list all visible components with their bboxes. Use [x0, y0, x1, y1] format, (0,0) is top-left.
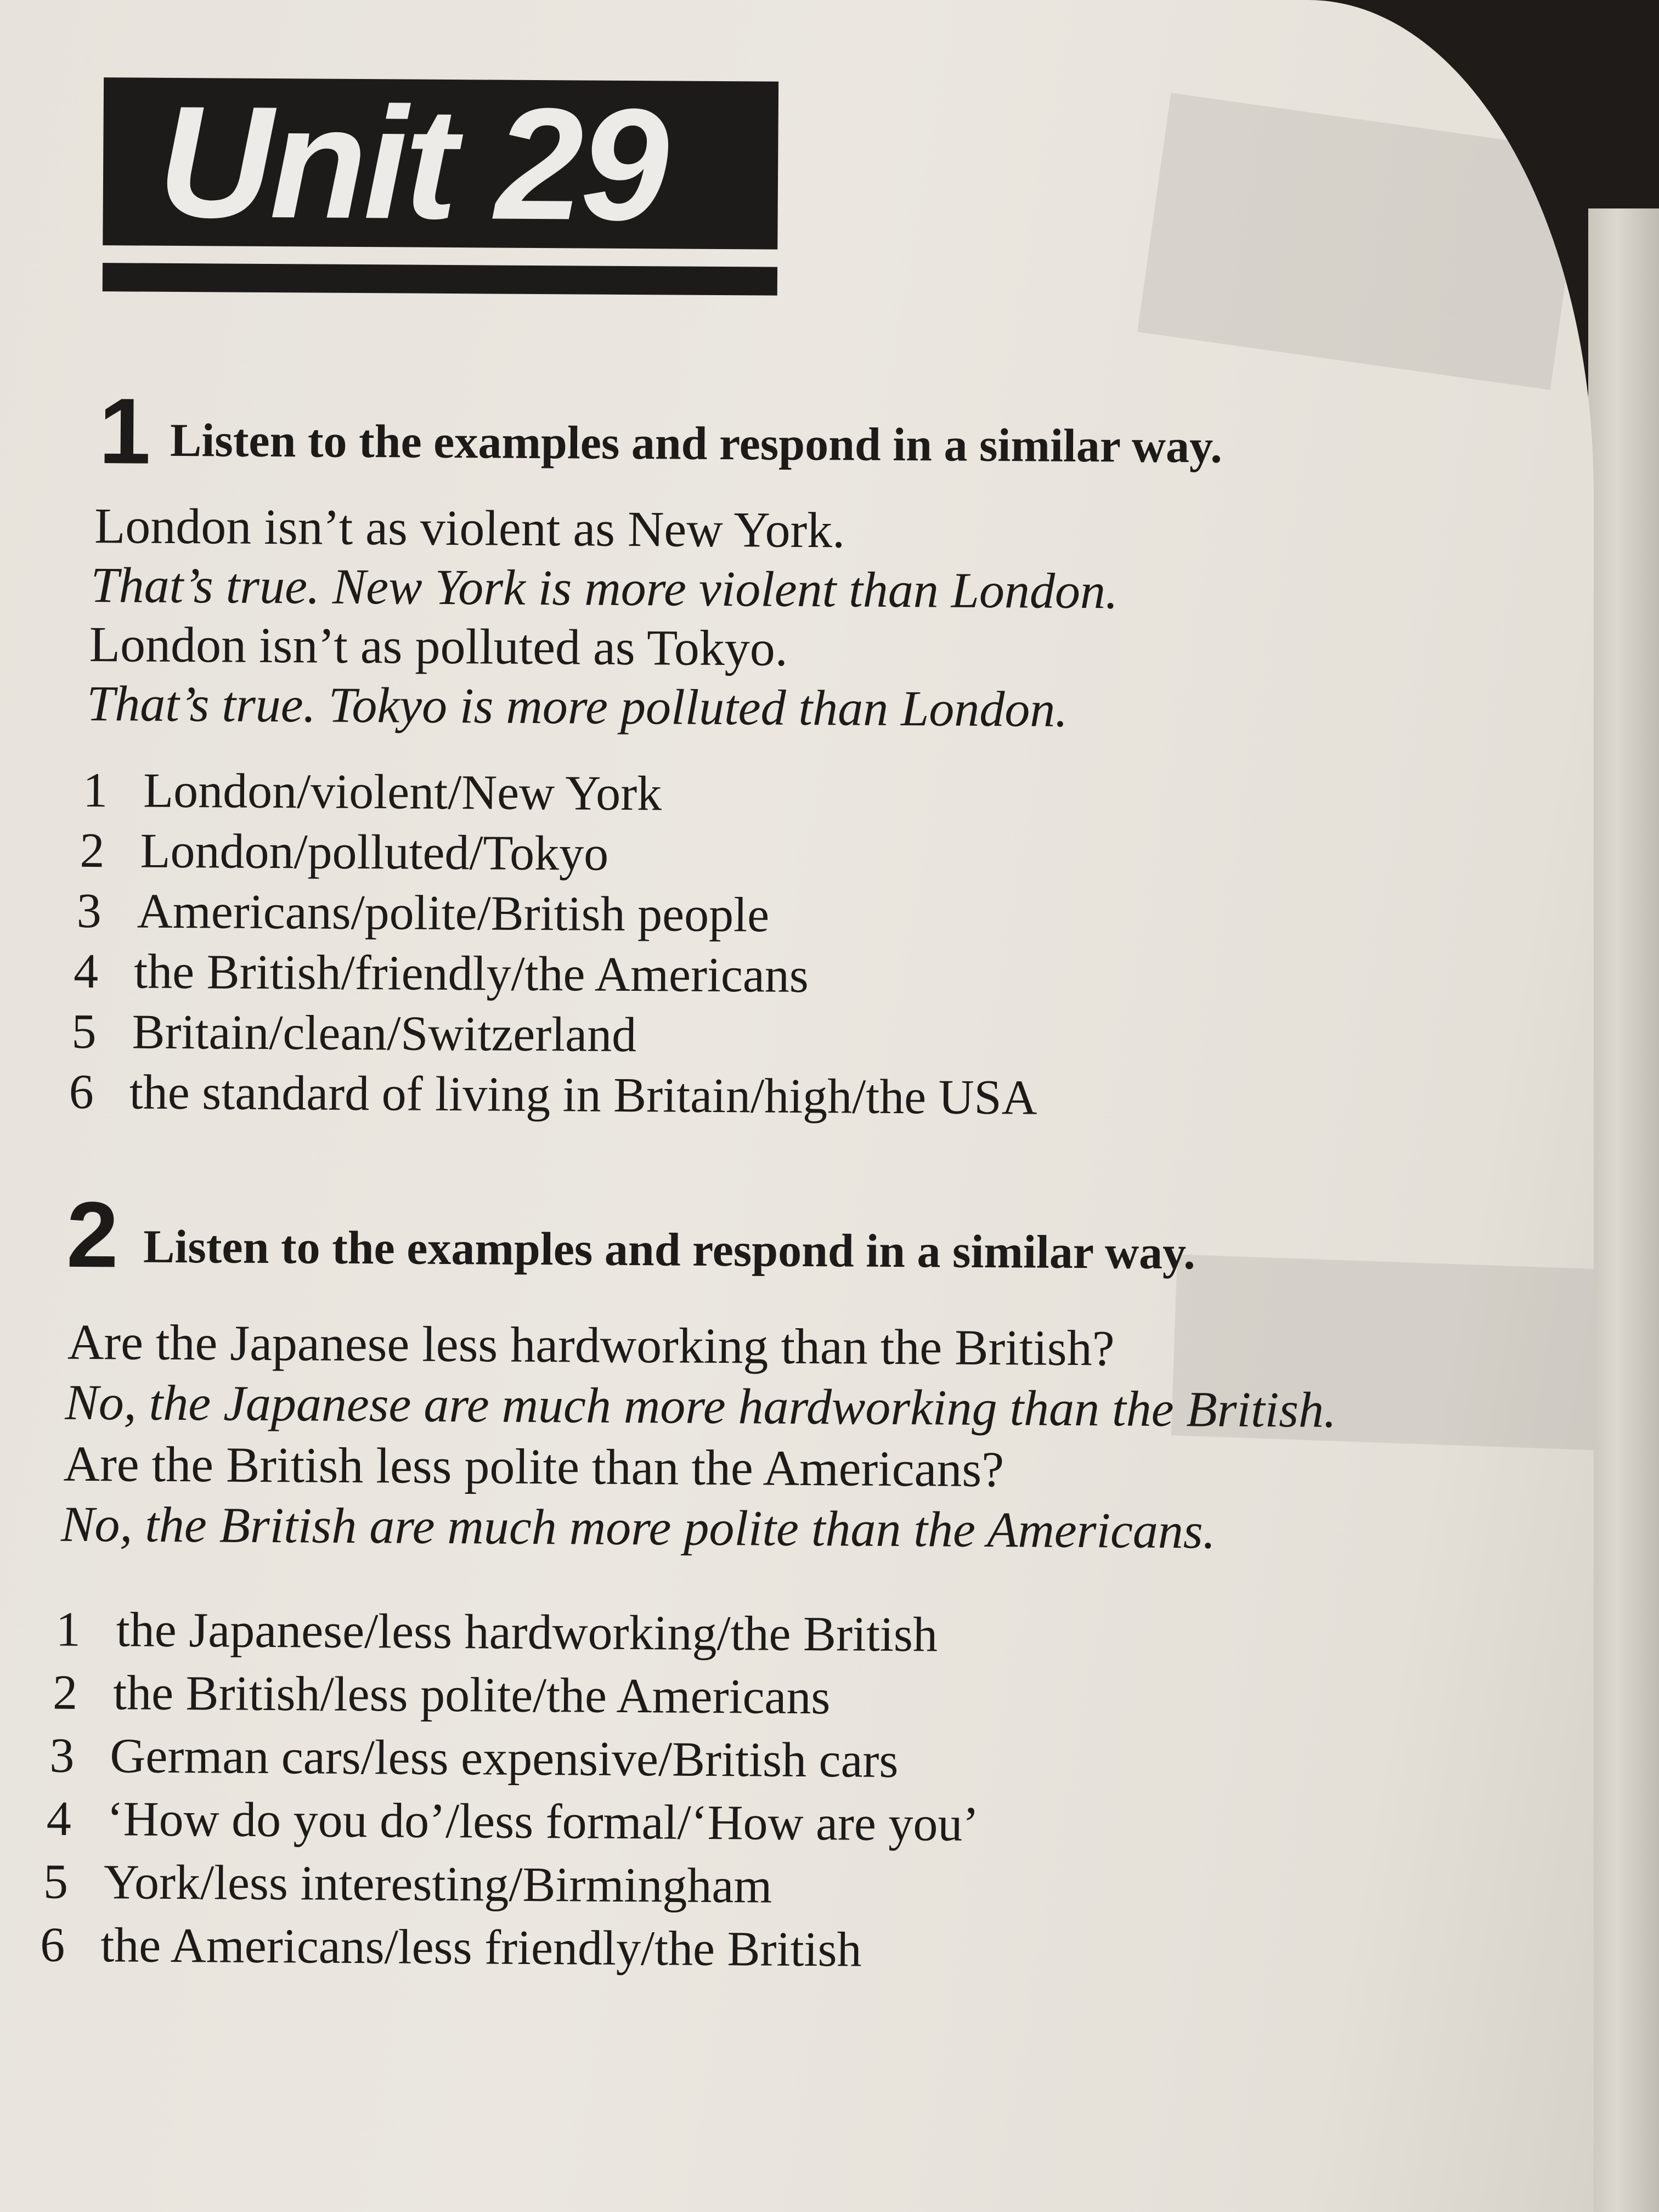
- exercise-2-item: [46, 1789, 979, 1855]
- item-text: the standard of living in Britain/high/the USA: [129, 1065, 1037, 1125]
- item-text: the Japanese/less hardworking/the British: [116, 1602, 938, 1662]
- exercise-2-item: [43, 1852, 772, 1917]
- unit-title: Unit 29: [157, 72, 667, 254]
- item-number: 5: [43, 1854, 69, 1909]
- item-text: London/violent/New York: [143, 763, 662, 821]
- unit-title-box: [103, 72, 778, 254]
- item-number: 3: [76, 883, 102, 939]
- item-text: German cars/less expensive/British cars: [110, 1729, 899, 1788]
- exercise-2-example-2: No, the Japanese are much more hardworking than the British.: [65, 1374, 1337, 1438]
- item-number: 4: [46, 1791, 72, 1846]
- item-number: 5: [71, 1004, 97, 1059]
- item-text: York/less interesting/Birmingham: [103, 1855, 772, 1914]
- item-text: the British/friendly/the Americans: [133, 944, 809, 1003]
- exercise-1-item: [71, 1002, 636, 1065]
- exercise-2-item: [49, 1726, 899, 1791]
- exercise-1-item: [74, 941, 809, 1006]
- exercise-1-example-3: London isn’t as polluted as Tokyo.: [89, 616, 788, 676]
- exercise-1-item: [80, 821, 608, 884]
- exercise-1-example-1: London isn’t as violent as New York.: [94, 498, 845, 558]
- exercise-1-item: [83, 760, 662, 824]
- item-number: 2: [52, 1665, 78, 1720]
- item-text: ‘How do you do’/less formal/‘How are you’: [106, 1792, 979, 1852]
- item-text: the Americans/less friendly/the British: [100, 1918, 862, 1977]
- exercise-1-example-4: That’s true. Tokyo is more polluted than London.: [86, 675, 1068, 737]
- exercise-1-example-2: That’s true. New York is more violent than London.: [91, 557, 1119, 619]
- item-text: the British/less polite/the Americans: [112, 1666, 831, 1725]
- unit-title-underline: [103, 263, 777, 296]
- item-number: 6: [40, 1917, 65, 1972]
- item-number: 4: [73, 944, 99, 999]
- exercise-2-example-4: No, the British are much more polite than the Americans.: [60, 1496, 1216, 1559]
- exercise-2-item: [56, 1600, 938, 1666]
- item-text: Americans/polite/British people: [137, 884, 770, 943]
- exercise-2-item: [53, 1663, 831, 1728]
- item-text: Britain/clean/Switzerland: [132, 1005, 637, 1063]
- exercise-2-example-3: Are the British less polite than the Americans?: [63, 1435, 1005, 1498]
- exercise-1-number: 1: [98, 379, 151, 484]
- item-number: 1: [82, 763, 108, 818]
- exercise-1-instruction: Listen to the examples and respond in a similar way.: [170, 413, 1223, 473]
- exercise-2-item: [40, 1915, 862, 1980]
- exercise-2-example-1: Are the Japanese less hardworking than the British?: [67, 1313, 1115, 1376]
- item-number: 3: [49, 1728, 75, 1783]
- exercise-1-item: [77, 881, 770, 946]
- next-page-edge: [1588, 208, 1659, 2212]
- item-text: London/polluted/Tokyo: [140, 823, 609, 881]
- exercise-1-item: [69, 1062, 1037, 1128]
- exercise-2-instruction: Listen to the examples and respond in a similar way.: [143, 1220, 1196, 1279]
- item-number: 6: [69, 1064, 94, 1120]
- item-number: 1: [55, 1602, 81, 1657]
- item-number: 2: [80, 823, 105, 878]
- exercise-2-number: 2: [66, 1182, 119, 1288]
